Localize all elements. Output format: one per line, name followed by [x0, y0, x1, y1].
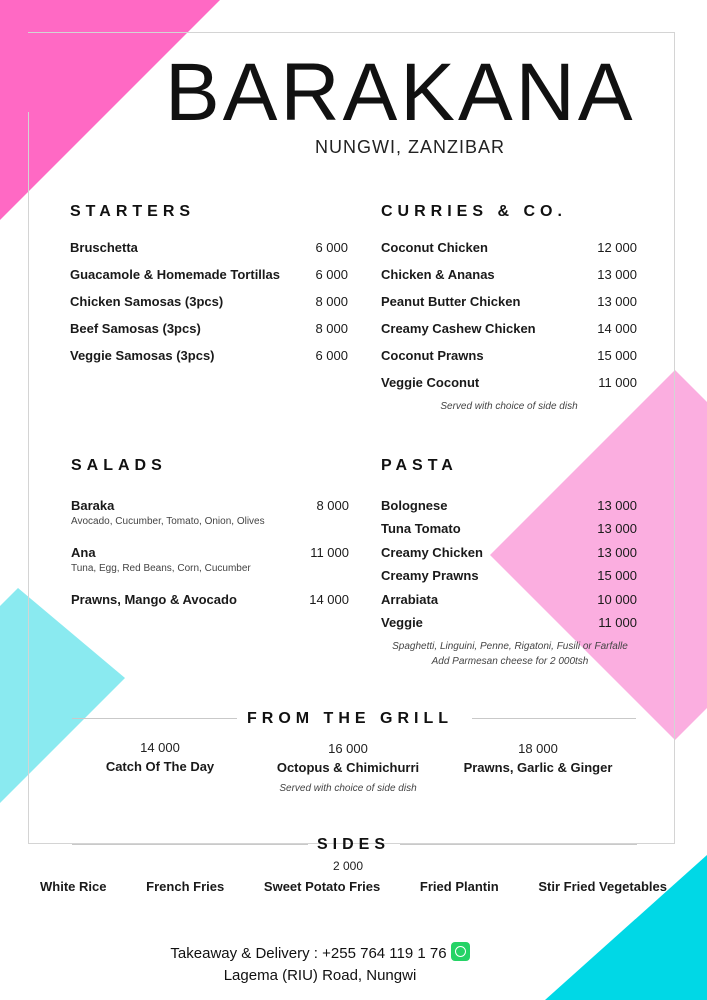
item-price: 14 000	[140, 740, 180, 755]
restaurant-name: BARAKANA	[165, 47, 636, 138]
item-description: Tuna, Egg, Red Beans, Corn, Cucumber	[71, 563, 251, 574]
item-price: 13 000	[597, 498, 637, 513]
contact-line	[120, 942, 520, 965]
item-price: 13 000	[597, 267, 637, 282]
grill-divider-right	[472, 718, 636, 719]
item-name: Ana	[71, 545, 96, 560]
list-item	[71, 498, 349, 545]
whatsapp-icon	[451, 942, 470, 961]
list-item	[381, 348, 637, 375]
grill-heading: FROM THE GRILL	[247, 710, 453, 727]
item-name: Peanut Butter Chicken	[381, 294, 521, 309]
sides-divider-right	[400, 844, 637, 845]
item-name: Creamy Cashew Chicken	[381, 321, 536, 336]
item-price: 11 000	[310, 545, 349, 560]
item-name: Bruschetta	[70, 240, 138, 255]
pasta-note-parmesan: Add Parmesan cheese for 2 000tsh	[431, 656, 589, 667]
list-item	[381, 615, 637, 638]
list-item	[381, 521, 637, 544]
item-price: 14 000	[309, 592, 349, 607]
list-item	[381, 294, 637, 321]
item-price: 6 000	[315, 240, 348, 255]
item-price: 13 000	[597, 521, 637, 537]
list-item	[381, 321, 637, 348]
pasta-note-shapes: Spaghetti, Linguini, Penne, Rigatoni, Fusili or Farfalle	[392, 641, 628, 652]
item-price: 11 000	[598, 614, 637, 630]
item-name: Veggie Coconut	[381, 375, 480, 390]
restaurant-location: NUNGWI, ZANZIBAR	[315, 137, 505, 157]
item-price: 8 000	[315, 321, 348, 336]
item-name: Tuna Tomato	[381, 521, 461, 537]
item-price: 16 000	[328, 741, 368, 756]
item-name: Coconut Prawns	[381, 348, 484, 363]
item-price: 8 000	[315, 294, 348, 309]
pasta-heading: PASTA	[381, 457, 458, 474]
frame-left-edge	[28, 112, 29, 844]
curries-list	[381, 240, 637, 402]
item-name: Bolognese	[381, 498, 448, 513]
item-description: Avocado, Cucumber, Tomato, Onion, Olives	[71, 516, 265, 527]
item-name: Baraka	[71, 498, 115, 513]
sides-price: 2 000	[332, 859, 364, 873]
item-name: Veggie	[381, 614, 423, 630]
grill-item	[258, 741, 438, 775]
list-item	[381, 240, 637, 267]
item-name: Guacamole & Homemade Tortillas	[70, 267, 280, 282]
item-name: Chicken Samosas (3pcs)	[70, 294, 224, 309]
starters-list	[70, 240, 348, 375]
list-item	[381, 498, 637, 521]
list-item	[70, 294, 348, 321]
item-name: Octopus & Chimichurri	[276, 760, 420, 775]
list-item	[381, 267, 637, 294]
item-name: Arrabiata	[381, 591, 439, 607]
sides-divider-left	[72, 844, 308, 845]
item-name: Creamy Prawns	[381, 568, 479, 584]
item-price: 15 000	[597, 568, 637, 584]
item-price: 11 000	[598, 375, 637, 390]
grill-divider-left	[72, 718, 237, 719]
item-price: 13 000	[597, 294, 637, 309]
grill-note: Served with choice of side dish	[279, 783, 417, 794]
item-price: 6 000	[315, 348, 348, 363]
item-name: Coconut Chicken	[381, 240, 488, 255]
curries-note: Served with choice of side dish	[440, 401, 578, 412]
list-item: Sweet Potato Fries	[263, 879, 381, 894]
footer	[120, 942, 520, 987]
sides-list	[40, 879, 667, 894]
item-price: 8 000	[316, 498, 349, 513]
item-price: 18 000	[518, 741, 558, 756]
item-name: Prawns, Garlic & Ginger	[463, 760, 613, 775]
list-item: Stir Fried Vegetables	[538, 879, 667, 894]
salads-list	[71, 498, 349, 619]
list-item: White Rice	[40, 879, 107, 894]
list-item	[381, 545, 637, 568]
item-name: Prawns, Mango & Avocado	[71, 592, 237, 607]
item-price: 13 000	[597, 544, 637, 560]
list-item	[70, 267, 348, 294]
item-price: 6 000	[315, 267, 348, 282]
list-item	[71, 592, 349, 619]
list-item	[70, 348, 348, 375]
item-price: 14 000	[597, 321, 637, 336]
phone-number: Takeaway & Delivery : +255 764 119 1 76	[170, 945, 447, 962]
list-item	[381, 568, 637, 591]
address-line: Lagema (RIU) Road, Nungwi	[223, 967, 417, 984]
starters-heading: STARTERS	[70, 203, 196, 220]
item-name: Catch Of The Day	[105, 759, 215, 774]
list-item: Fried Plantin	[419, 879, 499, 894]
item-name: Beef Samosas (3pcs)	[70, 321, 201, 336]
item-price: 15 000	[597, 348, 637, 363]
list-item	[70, 321, 348, 348]
list-item	[70, 240, 348, 267]
item-name: Creamy Chicken	[381, 544, 483, 560]
item-price: 12 000	[597, 240, 637, 255]
list-item: French Fries	[146, 879, 225, 894]
teal-triangle-bottom-right	[545, 855, 707, 1000]
sides-heading: SIDES	[317, 836, 391, 853]
list-item	[381, 375, 637, 402]
pasta-list	[381, 498, 637, 638]
salads-heading: SALADS	[71, 457, 167, 474]
item-name: Chicken & Ananas	[381, 267, 495, 282]
item-price: 10 000	[597, 591, 637, 607]
curries-heading: CURRIES & CO.	[381, 203, 567, 220]
list-item	[381, 592, 637, 615]
grill-item	[452, 741, 624, 775]
list-item	[71, 545, 349, 592]
grill-item	[80, 740, 240, 774]
item-name: Veggie Samosas (3pcs)	[70, 348, 215, 363]
